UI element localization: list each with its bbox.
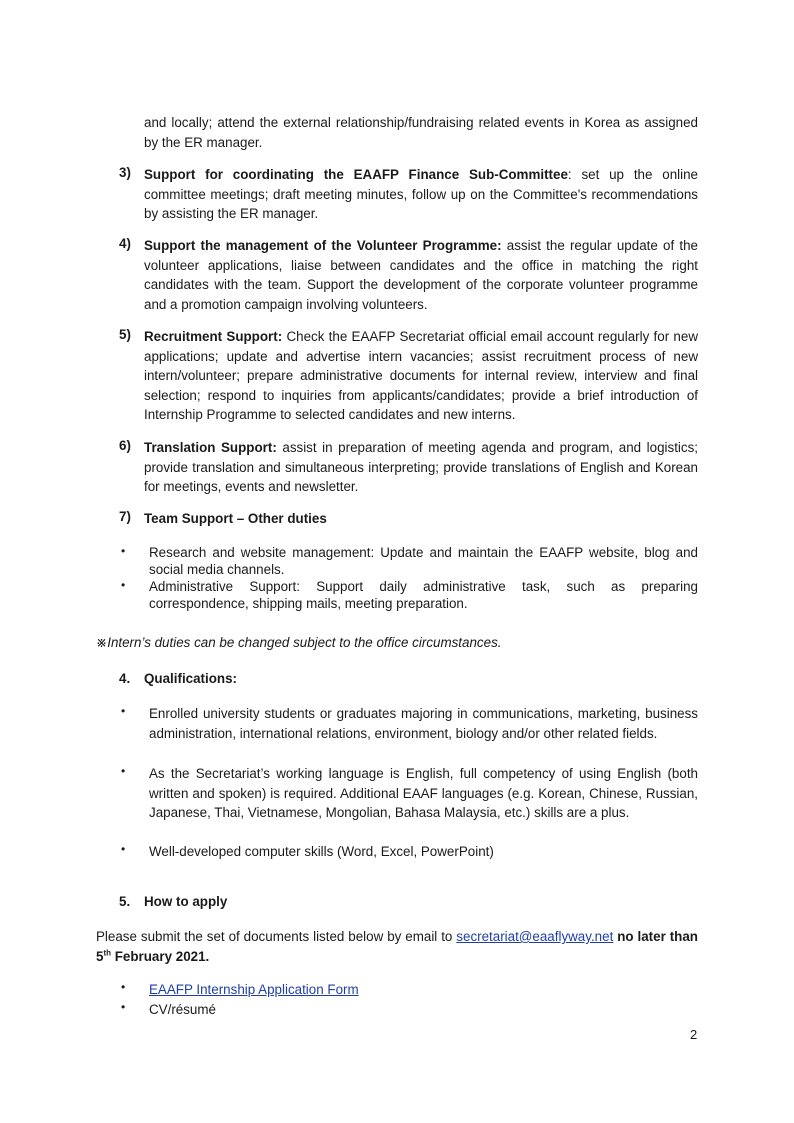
section-number: 4.: [119, 671, 131, 686]
duty-number: 7): [119, 509, 131, 524]
deadline-suffix: February 2021.: [111, 948, 210, 964]
team-support-item: [121, 578, 698, 612]
duty-number: 5): [119, 327, 131, 342]
section-number: 5.: [119, 894, 131, 909]
section-title: Qualifications:: [144, 671, 238, 686]
bullet: •: [121, 578, 126, 592]
deadline-sup: th: [103, 948, 112, 958]
apply-instructions: Please submit the set of documents listed below by email to: [96, 929, 457, 944]
duty-item-6: [119, 438, 698, 497]
page-number: 2: [690, 1027, 698, 1042]
how-to-apply-heading: [119, 894, 698, 909]
duty-title: Recruitment Support:: [144, 329, 283, 344]
bullet: •: [121, 764, 126, 778]
duty-title: Team Support – Other duties: [144, 511, 327, 526]
application-form-link[interactable]: EAAFP Internship Application Form: [149, 982, 359, 997]
qualification-item: [121, 842, 698, 862]
section-title: How to apply: [144, 894, 228, 909]
bullet-text: CV/résumé: [149, 1002, 216, 1017]
duty-item-5: [119, 327, 698, 425]
bullet: •: [121, 544, 126, 558]
duty-item-3: [119, 165, 698, 224]
bullet-text: Administrative Support: Support daily administrative task, such as preparing correspondence, shipping mails, meeting preparation.: [149, 579, 698, 611]
duty-number: 4): [119, 236, 131, 251]
qualification-item: [121, 704, 698, 743]
duty-number: 3): [119, 165, 131, 180]
duty-item-4: [119, 236, 698, 314]
document-item: [121, 980, 698, 1000]
team-support-item: [121, 544, 698, 578]
bullet-text: Well-developed computer skills (Word, Excel, PowerPoint): [149, 844, 494, 859]
secretariat-email-link[interactable]: secretariat@eaaflyway.net: [456, 929, 614, 944]
bullet: •: [121, 1000, 126, 1014]
bullet-text: Research and website management: Update and maintain the EAAFP website, blog and social media channels.: [149, 545, 698, 577]
duties-note: ※Intern’s duties can be changed subject to the office circumstances.: [96, 635, 502, 650]
bullet: •: [121, 704, 126, 718]
duty-number: 6): [119, 438, 131, 453]
bullet-text: Enrolled university students or graduates majoring in communications, marketing, business administration, international relations, environment, biology and/or other related fields.: [149, 706, 698, 741]
duty-text: assist the regular update of the volunteer applications, liaise between candidates and the office in matching the right candidates with the team. Support the development of the corporate volunteer programme and a promotion campaign involving volunteers.: [144, 238, 698, 312]
duty-text: : set up the online committee meetings; draft meeting minutes, follow up on the Committee's recommendations by assisting the ER manager.: [144, 167, 698, 221]
qualifications-heading: [119, 671, 698, 686]
duty-title: Support for coordinating the EAAFP Finance Sub-Committee: [144, 167, 568, 182]
duty-item-7: [119, 509, 698, 529]
duty-title: Support the management of the Volunteer Programme:: [144, 238, 502, 253]
document-item: [121, 1000, 698, 1020]
deadline-prefix: no later than 5: [96, 929, 698, 964]
bullet: •: [121, 842, 126, 856]
bullet-text: As the Secretariat’s working language is English, full competency of using English (both written and spoken) is required. Additional EAAF languages (e.g. Korean, Chinese, Russian, Japanese, Thai, Vietnamese, Mongolian, Bahasa Malaysia, etc.) skills are a plus.: [149, 766, 698, 820]
duty-text: assist in preparation of meeting agenda and program, and logistics; provide translation and simultaneous interpreting; provide translations of English and Korean for meetings, events and newsletter.: [144, 440, 699, 494]
duty-title: Translation Support:: [144, 440, 277, 455]
duty-text: Check the EAAFP Secretariat official email account regularly for new applications; update and advertise intern vacancies; assist recruitment process of new intern/volunteer; prepare administrative documents for internal review, interview and final selection; respond to inquiries from applicants/candidates; provide a brief introduction of Internship Programme to selected candidates and new interns.: [144, 329, 698, 422]
qualification-item: [121, 764, 698, 823]
bullet: •: [121, 980, 126, 994]
duty-2-continuation: and locally; attend the external relationship/fundraising related events in Korea as assigned by the ER manager.: [144, 115, 698, 150]
how-to-apply-paragraph: [96, 927, 698, 966]
